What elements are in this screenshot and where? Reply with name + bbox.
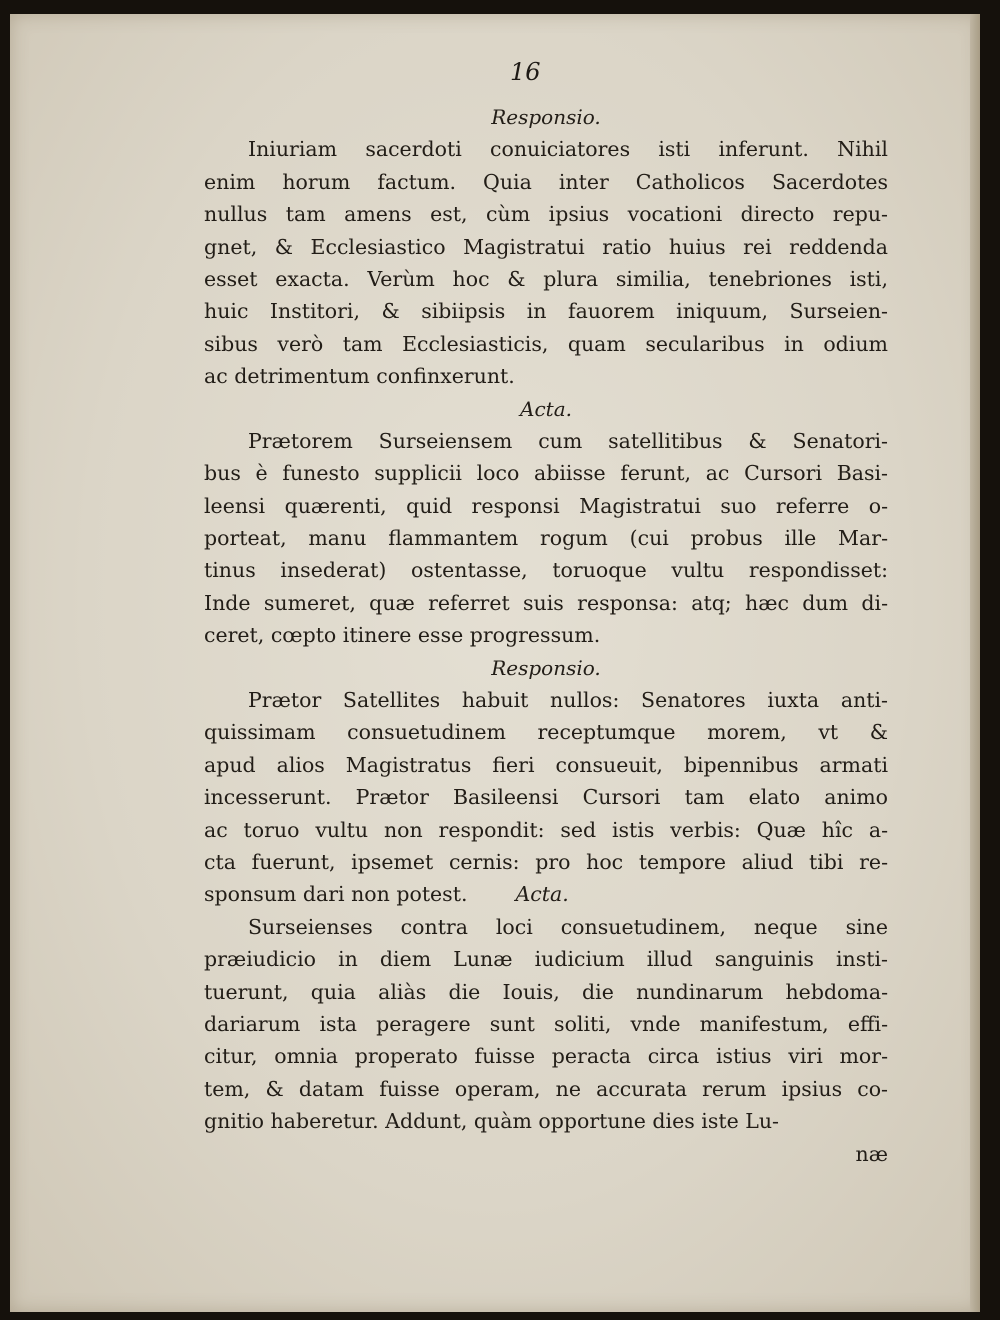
section-heading: Acta. bbox=[515, 882, 569, 907]
text-line bbox=[204, 1040, 888, 1072]
text-line-content: Prætor Satellites habuit nullos: Senatores iuxta anti- bbox=[248, 688, 888, 713]
text-line bbox=[204, 814, 888, 846]
text-line-content: apud alios Magistratus fieri consueuit, bipennibus armati bbox=[204, 752, 888, 777]
text-line bbox=[204, 425, 888, 457]
section-heading: Responsio. bbox=[491, 655, 601, 680]
text-line-content: gnitio haberetur. Addunt, quàm opportune dies iste Lu- bbox=[204, 1109, 779, 1134]
text-line-content: ceret, cœpto itinere esse progressum. bbox=[204, 623, 601, 648]
text-line bbox=[204, 263, 888, 295]
text-line bbox=[204, 976, 888, 1008]
section-heading: Responsio. bbox=[491, 105, 601, 129]
text-line-content: huic Institori, & sibiipsis in fauorem iniquum, Surseien- bbox=[204, 299, 888, 324]
text-line bbox=[204, 878, 888, 910]
text-line bbox=[204, 295, 888, 327]
text-line-content: præiudicio in diem Lunæ iudicium illud sanguinis insti- bbox=[204, 947, 888, 972]
page-edge bbox=[970, 14, 980, 1312]
text-line bbox=[204, 166, 888, 198]
text-line bbox=[204, 619, 888, 651]
text-line bbox=[204, 1073, 888, 1105]
text-line-content: nullus tam amens est, cùm ipsius vocationi directo repu- bbox=[204, 202, 888, 227]
text-line bbox=[204, 684, 888, 716]
text-line bbox=[204, 749, 888, 781]
text-line-content: enim horum factum. Quia inter Catholicos Sacerdotes bbox=[204, 169, 888, 194]
text-line bbox=[204, 198, 888, 230]
text-line bbox=[204, 522, 888, 554]
text-line-content: Surseienses contra loci consuetudinem, neque sine bbox=[248, 914, 888, 939]
text-line-content: dariarum ista peragere sunt soliti, vnde manifestum, effi- bbox=[204, 1011, 888, 1036]
text-line-content: gnet, & Ecclesiastico Magistratui ratio huius rei reddenda bbox=[204, 234, 888, 259]
text-line-content: citur, omnia properato fuisse peracta circa istius viri mor- bbox=[204, 1044, 888, 1069]
text-line-content: ac detrimentum confinxerunt. bbox=[204, 364, 515, 389]
text-line-content: sponsum dari non potest. bbox=[204, 882, 468, 907]
text-line-content: quissimam consuetudinem receptumque morem, vt & bbox=[204, 720, 888, 745]
text-line-content: ac toruo vultu non respondit: sed istis verbis: Quæ hîc a- bbox=[204, 817, 888, 842]
text-line bbox=[204, 328, 888, 360]
text-line-content: tuerunt, quia aliàs die Iouis, die nundinarum hebdoma- bbox=[204, 979, 888, 1004]
text-line-content: cta fuerunt, ipsemet cernis: pro hoc tempore aliud tibi re- bbox=[204, 849, 888, 874]
text-line bbox=[204, 781, 888, 813]
section-heading: Acta. bbox=[520, 396, 572, 421]
text-line bbox=[204, 360, 888, 392]
text-line-content: incesserunt. Prætor Basileensi Cursori tam elato animo bbox=[204, 785, 888, 810]
text-line bbox=[204, 943, 888, 975]
text-line bbox=[204, 231, 888, 263]
text-line bbox=[204, 1008, 888, 1040]
text-line-content: bus è funesto supplicii loco abiisse ferunt, ac Cursori Basi- bbox=[204, 461, 888, 486]
text-line-content: Iniuriam sacerdoti conuiciatores isti inferunt. Nihil bbox=[248, 137, 888, 162]
text-line bbox=[204, 490, 888, 522]
text-line bbox=[204, 457, 888, 489]
book-page bbox=[10, 14, 980, 1312]
text-line bbox=[204, 846, 888, 878]
text-line-content: porteat, manu flammantem rogum (cui probus ille Mar- bbox=[204, 526, 888, 551]
text-line bbox=[204, 716, 888, 748]
catchword: næ bbox=[855, 1141, 888, 1166]
text-line-content: tem, & datam fuisse operam, ne accurata rerum ipsius co- bbox=[204, 1076, 888, 1101]
text-line bbox=[204, 554, 888, 586]
text-line-content: Prætorem Surseiensem cum satellitibus & Senatori- bbox=[248, 428, 888, 453]
text-line-content: esset exacta. Verùm hoc & plura similia, tenebriones isti, bbox=[204, 266, 888, 291]
text-line bbox=[204, 911, 888, 943]
text-line-content: leensi quærenti, quid responsi Magistratui suo referre o- bbox=[204, 493, 888, 518]
page-number: 16 bbox=[510, 58, 541, 86]
text-line bbox=[204, 133, 888, 165]
text-block bbox=[204, 101, 888, 1170]
text-line-content: sibus verò tam Ecclesiasticis, quam secularibus in odium bbox=[204, 331, 888, 356]
text-line bbox=[204, 1105, 888, 1137]
text-line-content: tinus insederat) ostentasse, toruoque vultu respondisset: bbox=[204, 558, 888, 583]
text-line bbox=[204, 587, 888, 619]
text-line-content: Inde sumeret, quæ referret suis responsa: atq; hæc dum di- bbox=[204, 590, 888, 615]
